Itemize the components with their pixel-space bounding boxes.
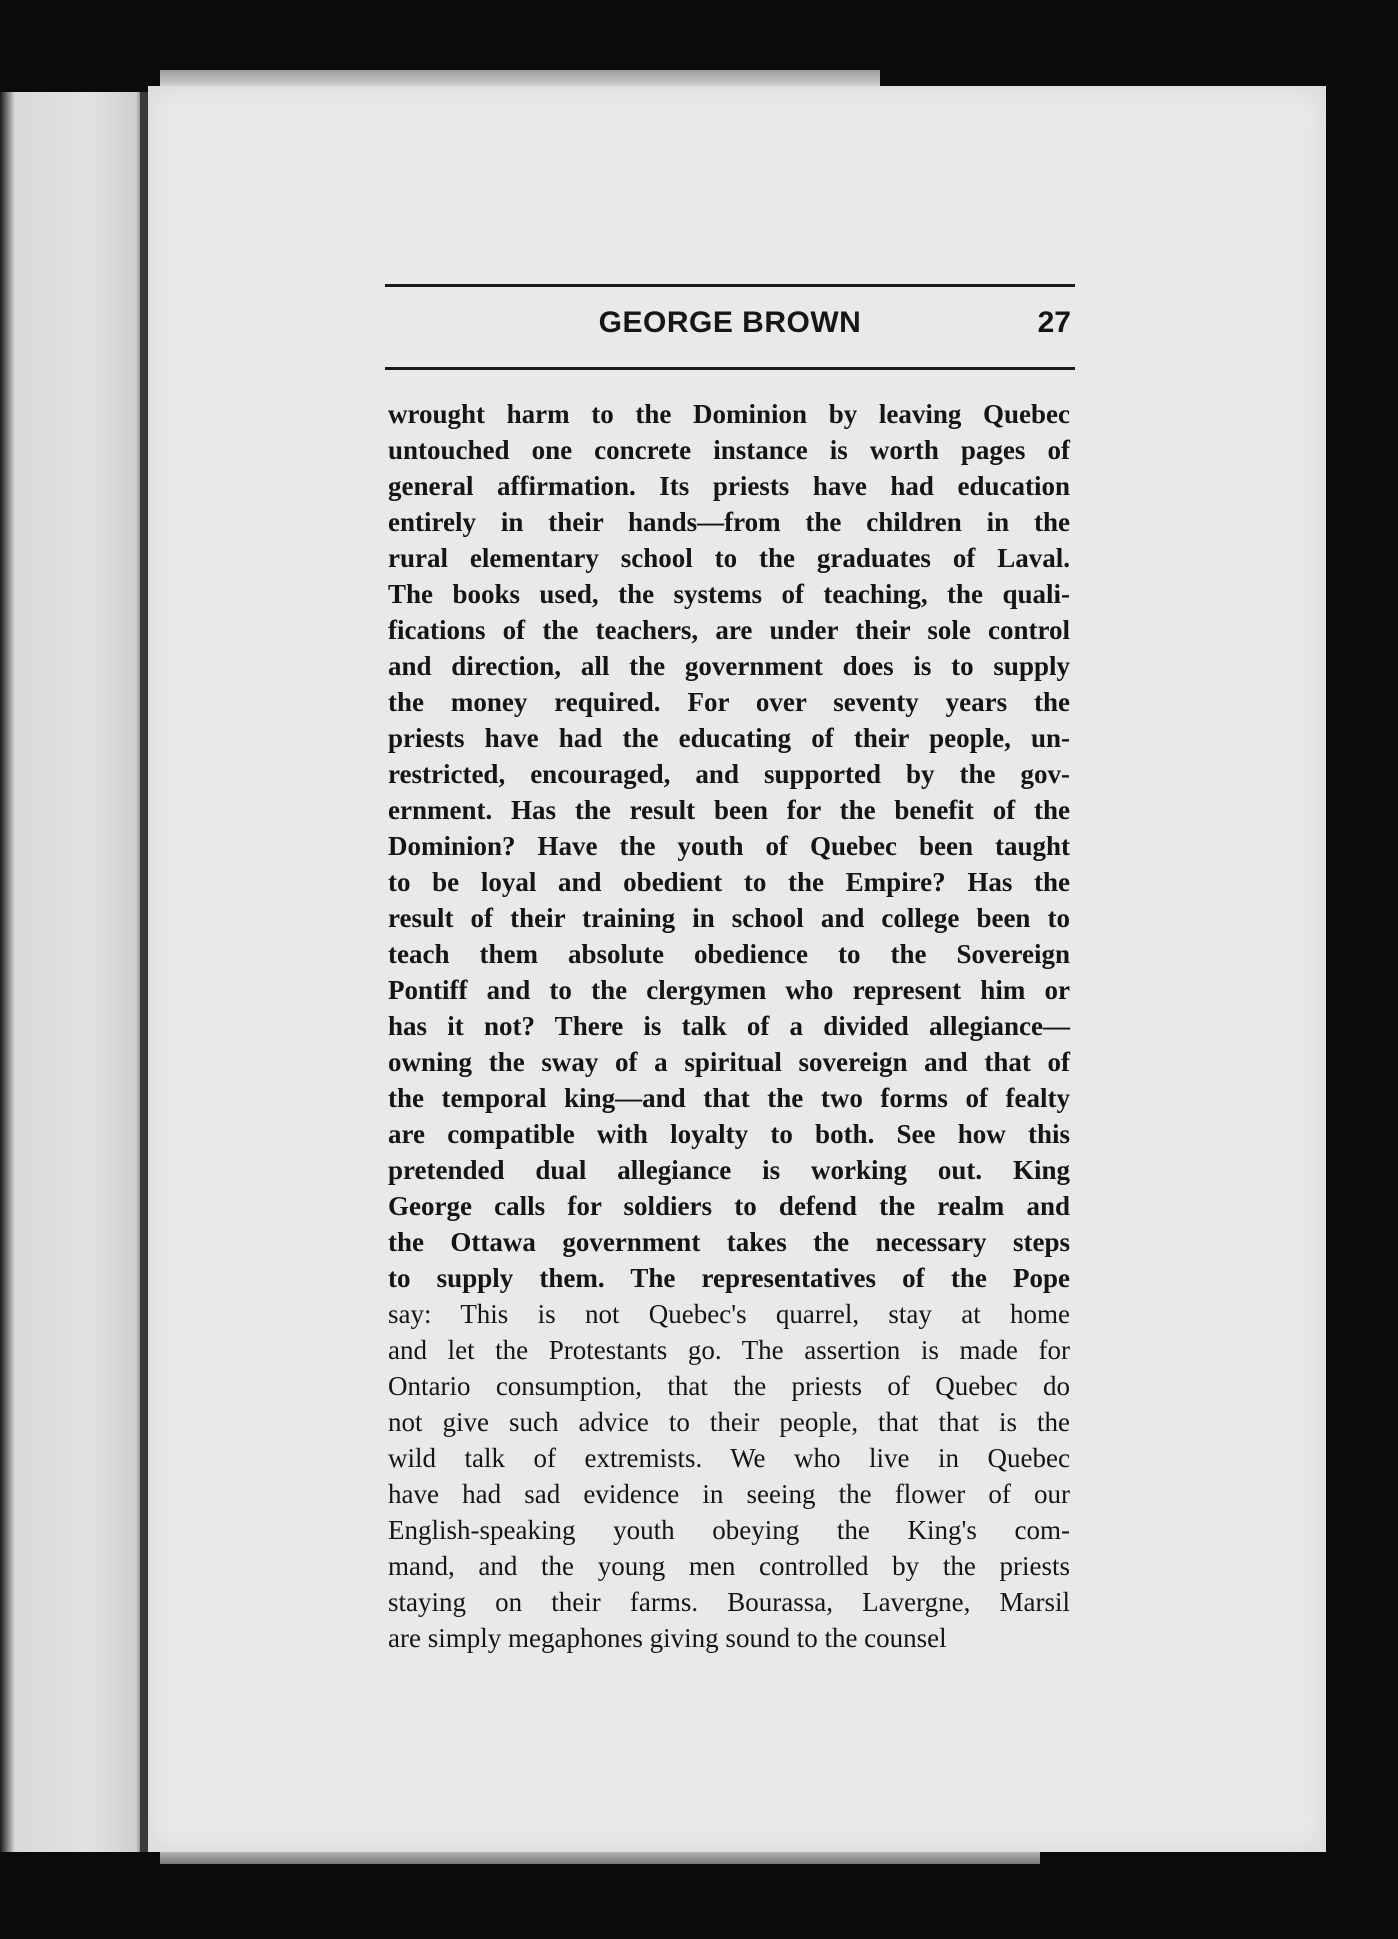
text-line: Dominion? Have the youth of Quebec been taught	[388, 831, 1070, 861]
text-line: entirely in their hands—from the children in the	[388, 507, 1070, 537]
top-page-edge	[160, 70, 880, 86]
text-line: rural elementary school to the graduates of Laval.	[388, 543, 1070, 573]
running-head	[385, 306, 1075, 346]
text-line: Pontiff and to the clergymen who represent him or	[388, 975, 1070, 1005]
text-line: English-speaking youth obeying the King's com-	[388, 1515, 1070, 1545]
text-line: not give such advice to their people, that that is the	[388, 1407, 1070, 1437]
body-paragraph	[388, 396, 1070, 1656]
text-line: have had sad evidence in seeing the flower of our	[388, 1479, 1070, 1509]
page-number: 27	[1037, 306, 1071, 339]
text-line: and let the Protestants go. The assertion is made for	[388, 1335, 1070, 1365]
text-line: staying on their farms. Bourassa, Lavergne, Marsil	[388, 1587, 1070, 1617]
text-line: owning the sway of a spiritual sovereign and that of	[388, 1047, 1070, 1077]
text-line: George calls for soldiers to defend the realm and	[388, 1191, 1070, 1221]
text-line: and direction, all the government does is to supply	[388, 651, 1070, 681]
text-line: pretended dual allegiance is working out. King	[388, 1155, 1070, 1185]
text-line: to be loyal and obedient to the Empire? Has the	[388, 867, 1070, 897]
text-line: The books used, the systems of teaching, the quali-	[388, 579, 1070, 609]
text-line: result of their training in school and college been to	[388, 903, 1070, 933]
text-line: say: This is not Quebec's quarrel, stay at home	[388, 1299, 1070, 1329]
text-line: has it not? There is talk of a divided allegiance—	[388, 1011, 1070, 1041]
book-binding	[140, 92, 146, 1852]
bottom-page-edge	[160, 1850, 1040, 1864]
header-rule-bottom	[385, 367, 1075, 370]
text-line: the Ottawa government takes the necessary steps	[388, 1227, 1070, 1257]
header-rule-top	[385, 284, 1075, 287]
text-line: mand, and the young men controlled by the priests	[388, 1551, 1070, 1581]
text-line: ernment. Has the result been for the benefit of the	[388, 795, 1070, 825]
text-line: restricted, encouraged, and supported by the gov-	[388, 759, 1070, 789]
text-line: priests have had the educating of their people, un-	[388, 723, 1070, 753]
text-line: Ontario consumption, that the priests of Quebec do	[388, 1371, 1070, 1401]
running-title: GEORGE BROWN	[598, 306, 862, 339]
text-line: untouched one concrete instance is worth pages of	[388, 435, 1070, 465]
text-line: to supply them. The representatives of the Pope	[388, 1263, 1070, 1293]
text-line: wrought harm to the Dominion by leaving Quebec	[388, 399, 1070, 429]
text-line: the money required. For over seventy years the	[388, 687, 1070, 717]
left-page-edge	[0, 92, 148, 1852]
text-line: general affirmation. Its priests have had education	[388, 471, 1070, 501]
text-line: are simply megaphones giving sound to the counsel	[388, 1623, 947, 1653]
text-line: are compatible with loyalty to both. See how this	[388, 1119, 1070, 1149]
text-line: teach them absolute obedience to the Sovereign	[388, 939, 1070, 969]
text-line: fications of the teachers, are under their sole control	[388, 615, 1070, 645]
text-line: the temporal king—and that the two forms of fealty	[388, 1083, 1070, 1113]
text-line: wild talk of extremists. We who live in Quebec	[388, 1443, 1070, 1473]
